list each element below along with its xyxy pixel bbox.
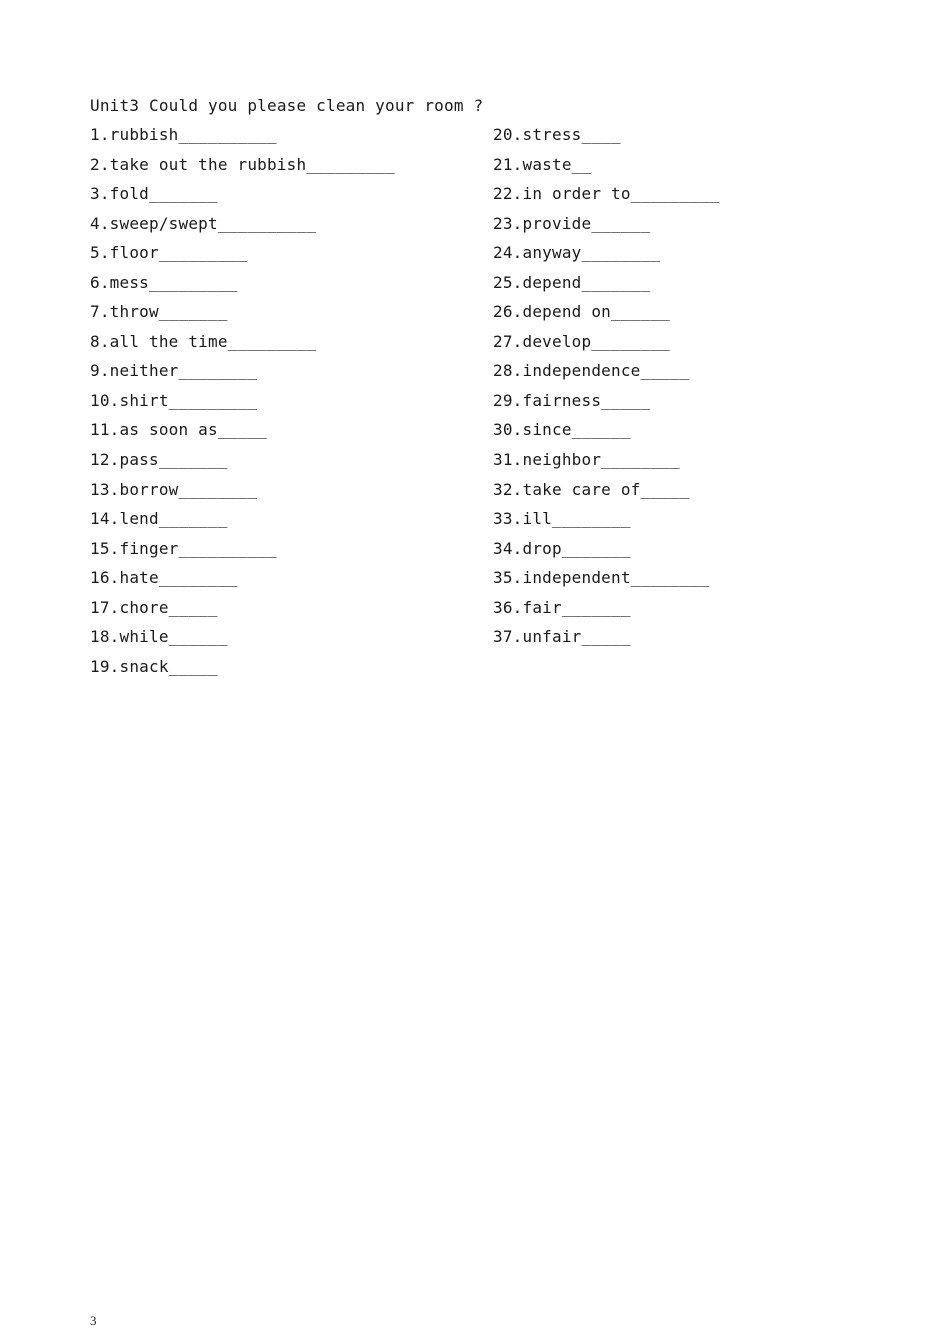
list-item: 13.borrow________ — [90, 479, 258, 499]
list-item: 12.pass_______ — [90, 450, 228, 470]
list-item: 4.sweep/swept__________ — [90, 213, 317, 233]
list-item: 35.independent________ — [493, 568, 710, 588]
list-item: 19.snack_____ — [90, 656, 218, 676]
list-item: 23.provide______ — [493, 213, 651, 233]
list-item: 36.fair_______ — [493, 597, 631, 617]
list-item: 7.throw_______ — [90, 302, 228, 322]
list-item: 27.develop________ — [493, 331, 670, 351]
page-number: 3 — [90, 1313, 97, 1328]
list-item: 2.take out the rubbish_________ — [90, 154, 395, 174]
list-item: 29.fairness_____ — [493, 390, 651, 410]
vocabulary-list-right — [493, 124, 719, 656]
list-item: 9.neither________ — [90, 361, 258, 381]
list-item: 21.waste__ — [493, 154, 592, 174]
list-item: 16.hate________ — [90, 568, 238, 588]
list-item: 18.while______ — [90, 627, 228, 647]
list-item: 22.in order to_________ — [493, 184, 720, 204]
list-item: 32.take care of_____ — [493, 479, 690, 499]
list-item: 28.independence_____ — [493, 361, 690, 381]
vocabulary-list-left — [90, 124, 395, 685]
list-item: 10.shirt_________ — [90, 390, 258, 410]
page-title: Unit3 Could you please clean your room ? — [90, 96, 484, 115]
list-item: 8.all the time_________ — [90, 331, 317, 351]
list-item: 34.drop_______ — [493, 538, 631, 558]
list-item: 1.rubbish__________ — [90, 125, 277, 144]
list-item: 24.anyway________ — [493, 243, 661, 263]
list-item: 5.floor_________ — [90, 243, 248, 263]
list-item: 30.since______ — [493, 420, 631, 440]
list-item: 25.depend_______ — [493, 272, 651, 292]
list-item: 31.neighbor________ — [493, 450, 680, 470]
list-item: 14.lend_______ — [90, 509, 228, 529]
list-item: 37.unfair_____ — [493, 627, 631, 647]
list-item: 26.depend on______ — [493, 302, 670, 322]
list-item: 6.mess_________ — [90, 272, 238, 292]
list-item: 15.finger__________ — [90, 538, 277, 558]
list-item: 11.as soon as_____ — [90, 420, 267, 440]
list-item: 17.chore_____ — [90, 597, 218, 617]
list-item: 3.fold_______ — [90, 184, 218, 204]
list-item: 33.ill________ — [493, 509, 631, 529]
list-item: 20.stress____ — [493, 125, 621, 144]
